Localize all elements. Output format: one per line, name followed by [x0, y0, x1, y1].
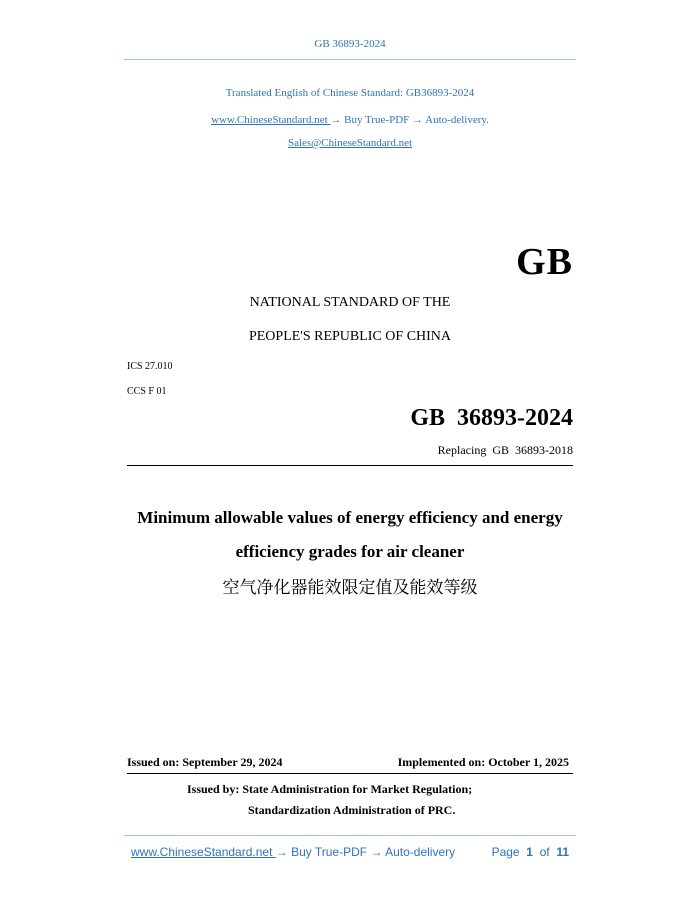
page-indicator: [492, 845, 569, 859]
arrow-icon: →: [370, 845, 383, 859]
email-line: [0, 137, 700, 149]
footer-rule: [124, 835, 576, 836]
buy-text: Buy True-PDF: [341, 114, 413, 126]
dates-rule: [127, 773, 573, 774]
arrow-icon: →: [412, 114, 424, 126]
site-link[interactable]: www.ChineseStandard.net: [211, 114, 331, 126]
translation-notice: Translated English of Chinese Standard: GB36893-2024: [225, 87, 475, 99]
page-of: of: [539, 845, 550, 859]
national-standard-line1: NATIONAL STANDARD OF THE: [249, 295, 451, 310]
title-line2: efficiency grades for air cleaner: [235, 542, 465, 561]
title-line1: Minimum allowable values of energy efficiency and energy: [137, 508, 563, 527]
issued-by-line2: Standardization Administration of PRC.: [248, 803, 456, 817]
ics-code: ICS 27.010: [127, 361, 173, 372]
replacing-standard: Replacing GB 36893-2018: [437, 443, 573, 457]
footer-purchase-line: [131, 845, 455, 859]
national-standard-line2: PEOPLE'S REPUBLIC OF CHINA: [248, 329, 452, 344]
header-rule: [124, 59, 576, 60]
footer-buy-text: Buy True-PDF: [287, 845, 371, 859]
standard-code: GB 36893-2024: [410, 405, 573, 431]
title-rule: [127, 465, 573, 466]
implemented-on: Implemented on: October 1, 2025: [397, 755, 569, 769]
footer-site-link[interactable]: www.ChineseStandard.net: [131, 845, 276, 859]
email-link[interactable]: Sales@ChineseStandard.net: [287, 137, 413, 149]
footer-delivery-text: Auto-delivery: [382, 845, 456, 859]
page-label: Page: [491, 845, 520, 859]
ccs-code: CCS F 01: [127, 386, 167, 397]
delivery-text: Auto-delivery.: [423, 114, 489, 126]
page-current: 1: [526, 845, 533, 859]
page-total: 11: [556, 845, 569, 859]
purchase-line: [0, 114, 700, 126]
issued-by-line1: Issued by: State Administration for Market Regulation;: [187, 782, 473, 796]
issued-on: Issued on: September 29, 2024: [127, 755, 283, 769]
gb-logo: GB: [516, 241, 573, 283]
arrow-icon: →: [330, 114, 342, 126]
running-header: GB 36893-2024: [314, 38, 386, 50]
arrow-icon: →: [275, 845, 288, 859]
title-chinese: 空气净化器能效限定值及能效等级: [222, 578, 478, 597]
